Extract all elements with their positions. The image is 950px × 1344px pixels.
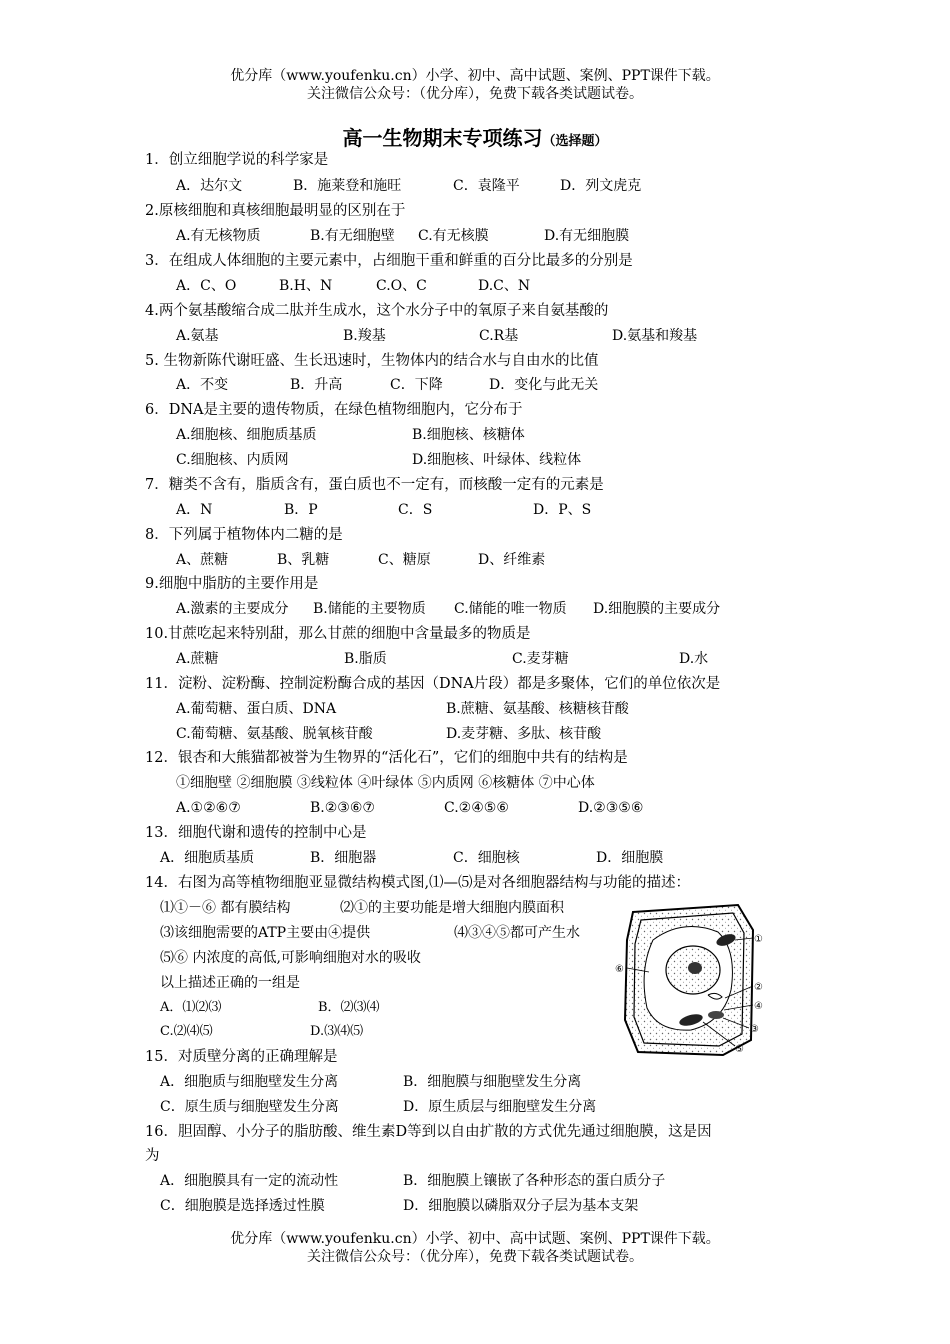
question-7-stem: 7．糖类不含有，脂质含有，蛋白质也不一定有，而核酸一定有的元素是 (145, 477, 604, 493)
q16-option-b: B．细胞膜上镶嵌了各种形态的蛋白质分子 (403, 1173, 666, 1189)
question-10-stem: 10.甘蔗吃起来特别甜，那么甘蔗的细胞中含量最多的物质是 (145, 626, 531, 642)
question-12-stem: 12．银杏和大熊猫都被誉为生物界的“活化石”，它们的细胞中共有的结构是 (145, 750, 628, 766)
question-11-stem: 11．淀粉、淀粉酶、控制淀粉酶合成的基因（DNA片段）都是多聚体，它们的单位依次是 (145, 676, 721, 692)
q3-option-a: A．C、O (176, 278, 237, 294)
q1-option-d: D．列文虎克 (560, 178, 642, 194)
q13-option-a: A．细胞质基质 (160, 850, 255, 866)
q14-item-1: ⑴①－⑥ 都有膜结构 (160, 900, 291, 916)
q2-option-b: B.有无细胞壁 (310, 228, 395, 244)
q15-option-d: D．原生质层与细胞壁发生分离 (403, 1099, 597, 1115)
q5-option-a: A．不变 (176, 377, 229, 393)
q4-option-c: C.R基 (479, 328, 519, 344)
q2-option-a: A.有无核物质 (176, 228, 261, 244)
diagram-label-2: ② (754, 982, 763, 993)
diagram-label-4: ④ (754, 1001, 763, 1012)
q14-option-a: A．⑴⑵⑶ (160, 1000, 222, 1015)
question-16-stem-cont: 为 (145, 1148, 160, 1164)
q14-item-2: ⑵①的主要功能是增大细胞内膜面积 (340, 900, 564, 916)
nucleolus (688, 962, 702, 974)
q4-option-b: B.羧基 (343, 328, 386, 344)
q5-option-b: B．升高 (290, 377, 343, 393)
footer-line-2: 关注微信公众号：（优分库），免费下载各类试题试卷。 (307, 1249, 643, 1265)
q11-option-a: A.葡萄糖、蛋白质、DNA (176, 701, 337, 717)
q5-option-d: D．变化与此无关 (489, 377, 599, 393)
q5-option-c: C．下降 (390, 377, 443, 393)
question-1-stem: 1．创立细胞学说的科学家是 (145, 152, 329, 168)
q10-option-b: B.脂质 (344, 651, 387, 667)
q13-option-d: D．细胞膜 (596, 850, 664, 866)
q6-option-b: B.细胞核、核糖体 (412, 427, 525, 443)
q14-option-d: D.⑶⑷⑸ (310, 1024, 364, 1039)
q8-option-b: B、乳糖 (277, 552, 330, 568)
q11-option-d: D.麦芽糖、多肽、核苷酸 (446, 726, 602, 742)
q11-option-b: B.蔗糖、氨基酸、核糖核苷酸 (446, 701, 629, 717)
q12-structures: ①细胞壁 ②细胞膜 ③线粒体 ④叶绿体 ⑤内质网 ⑥核糖体 ⑦中心体 (176, 775, 595, 791)
header-line-1: 优分库（www.youfenku.cn）小学、初中、高中试题、案例、PPT课件下载。 (230, 68, 720, 84)
q8-option-d: D、纤维素 (478, 552, 546, 568)
question-2-stem: 2.原核细胞和真核细胞最明显的区别在于 (145, 203, 406, 219)
q15-option-a: A．细胞质与细胞壁发生分离 (160, 1074, 339, 1090)
question-4-stem: 4.两个氨基酸缩合成二肽并生成水，这个水分子中的氧原子来自氨基酸的 (145, 303, 609, 319)
q3-option-b: B.H、N (279, 278, 333, 294)
q1-option-b: B．施莱登和施旺 (293, 178, 402, 194)
q7-option-b: B．P (284, 502, 318, 518)
q4-option-a: A.氨基 (176, 328, 219, 344)
q2-option-c: C.有无核膜 (418, 228, 489, 244)
diagram-label-6: ⑥ (615, 964, 624, 975)
q3-option-c: C.O、C (376, 278, 427, 294)
q7-option-c: C．S (398, 502, 433, 518)
q16-option-a: A．细胞膜具有一定的流动性 (160, 1173, 339, 1189)
q8-option-a: A、蔗糖 (176, 552, 229, 568)
question-6-stem: 6．DNA是主要的遗传物质，在绿色植物细胞内，它分布于 (145, 402, 523, 418)
q14-prompt: 以上描述正确的一组是 (160, 975, 300, 991)
question-15-stem: 15．对质壁分离的正确理解是 (145, 1049, 338, 1065)
q9-option-a: A.激素的主要成分 (176, 601, 289, 617)
q13-option-c: C．细胞核 (453, 850, 520, 866)
q9-option-b: B.储能的主要物质 (313, 601, 426, 617)
q2-option-d: D.有无细胞膜 (544, 228, 630, 244)
q6-option-c: C.细胞核、内质网 (176, 452, 289, 468)
question-13-stem: 13．细胞代谢和遗传的控制中心是 (145, 825, 367, 841)
q14-item-4: ⑷③④⑤都可产生水 (454, 925, 580, 941)
question-16-stem: 16．胆固醇、小分子的脂肪酸、维生素D等到以自由扩散的方式优先通过细胞膜，这是因 (145, 1124, 712, 1140)
page-title (0, 122, 950, 151)
q15-option-b: B．细胞膜与细胞壁发生分离 (403, 1074, 582, 1090)
q14-option-b: B．⑵⑶⑷ (318, 1000, 380, 1015)
diagram-label-3: ③ (750, 1024, 759, 1035)
q13-option-b: B．细胞器 (310, 850, 377, 866)
question-9-stem: 9.细胞中脂肪的主要作用是 (145, 576, 319, 592)
title-main: 高一生物期末专项练习 (342, 126, 543, 150)
q3-option-d: D.C、N (478, 278, 531, 294)
q12-option-d: D.②③⑤⑥ (578, 800, 644, 816)
q12-option-a: A.①②⑥⑦ (176, 800, 241, 816)
q16-option-d: D．细胞膜以磷脂双分子层为基本支架 (403, 1198, 639, 1214)
diagram-label-1: ① (754, 934, 763, 945)
q6-option-a: A.细胞核、细胞质基质 (176, 427, 317, 443)
diagram-label-5: ⑤ (735, 1044, 744, 1055)
footer-line-1: 优分库（www.youfenku.cn）小学、初中、高中试题、案例、PPT课件下载。 (230, 1231, 720, 1247)
q14-item-5: ⑸⑥ 内浓度的高低,可影响细胞对水的吸收 (160, 950, 421, 966)
question-3-stem: 3．在组成人体细胞的主要元素中，占细胞干重和鲜重的百分比最多的分别是 (145, 253, 633, 269)
question-14-stem: 14．右图为高等植物细胞亚显微结构模式图,⑴—⑸是对各细胞器结构与功能的描述： (145, 875, 691, 891)
q10-option-c: C.麦芽糖 (512, 651, 569, 667)
q1-option-c: C．袁隆平 (453, 178, 520, 194)
q4-option-d: D.氨基和羧基 (612, 328, 698, 344)
q12-option-b: B.②③⑥⑦ (310, 800, 375, 816)
plant-cell-diagram (613, 900, 773, 1060)
q10-option-a: A.蔗糖 (176, 651, 219, 667)
header-line-2: 关注微信公众号：（优分库），免费下载各类试题试卷。 (307, 86, 643, 102)
q10-option-d: D.水 (679, 651, 709, 667)
q7-option-d: D．P、S (533, 502, 592, 518)
q11-option-c: C.葡萄糖、氨基酸、脱氧核苷酸 (176, 726, 373, 742)
q6-option-d: D.细胞核、叶绿体、线粒体 (412, 452, 582, 468)
q16-option-c: C．细胞膜是选择透过性膜 (160, 1198, 325, 1214)
q14-item-3: ⑶该细胞需要的ATP主要由④提供 (160, 925, 371, 941)
question-5-stem: 5. 生物新陈代谢旺盛、生长迅速时，生物体内的结合水与自由水的比值 (145, 353, 599, 369)
title-sub: （选择题） (542, 134, 608, 149)
q14-option-c: C.⑵⑷⑸ (160, 1024, 213, 1039)
q8-option-c: C、糖原 (378, 552, 431, 568)
q1-option-a: A．达尔文 (176, 178, 243, 194)
q7-option-a: A．N (176, 502, 213, 518)
q9-option-c: C.储能的唯一物质 (454, 601, 567, 617)
q15-option-c: C．原生质与细胞壁发生分离 (160, 1099, 339, 1115)
question-8-stem: 8．下列属于植物体内二糖的是 (145, 527, 343, 543)
q12-option-c: C.②④⑤⑥ (444, 800, 509, 816)
mitochondrion (708, 1011, 724, 1019)
q9-option-d: D.细胞膜的主要成分 (593, 601, 721, 617)
